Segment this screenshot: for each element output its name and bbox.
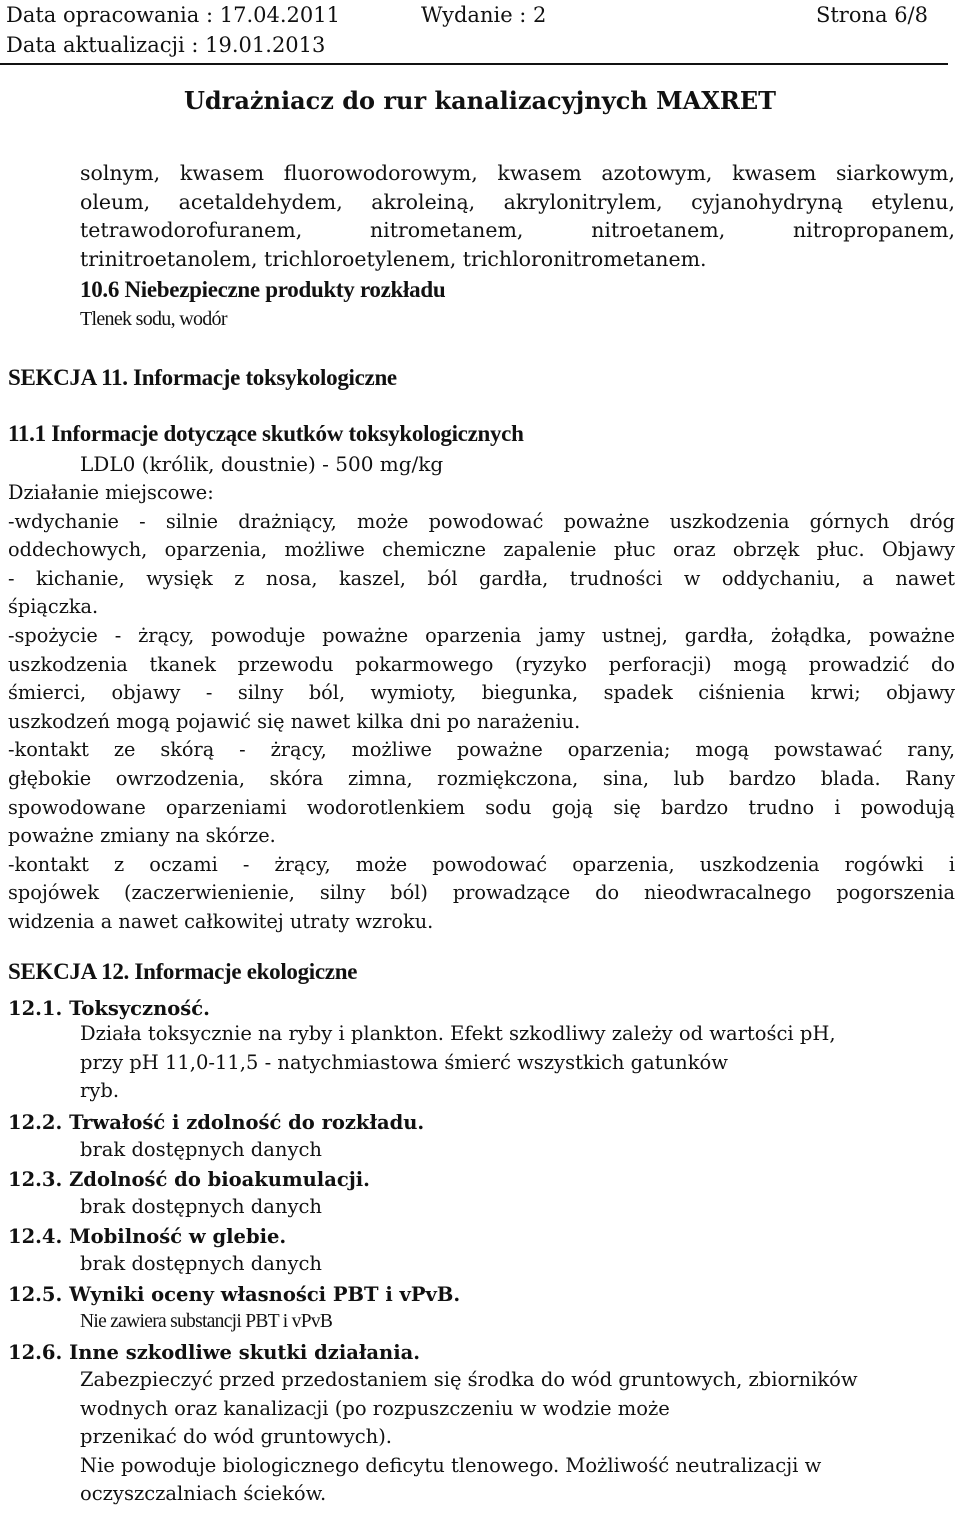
section-12-2-heading: 12.2. Trwałość i zdolność do rozkładu.: [8, 1111, 425, 1134]
document-title: Udrażniacz do rur kanalizacyjnych MAXRET: [183, 86, 777, 115]
paragraph-line: głębokie owrzodzenia, skóra zimna, rozmiękczona, sina, lub bardzo blada. Rany: [8, 766, 955, 790]
section-12-5-text: Nie zawiera substancji PBT i vPvB: [80, 1311, 333, 1332]
paragraph-line: uszkodzenia tkanek przewodu pokarmowego (ryzyko perforacji) mogą prowadzić do: [8, 652, 955, 676]
continuation-paragraph: [80, 159, 955, 273]
paragraph-line: widzenia a nawet całkowitej utraty wzroku.: [8, 909, 434, 933]
paragraph-line: przy pH 11,0-11,5 - natychmiastowa śmierć wszystkich gatunków: [80, 1050, 728, 1074]
paragraph-line: poważne zmiany na skórze.: [8, 824, 276, 848]
paragraph-line: trinitroetanolem, trichloroetylenem, trichloronitrometanem.: [80, 246, 707, 271]
section-11-heading: SEKCJA 11. Informacje toksykologiczne: [8, 365, 397, 390]
paragraph-line: śmierci, objawy - silny ból, wymioty, biegunka, spadek ciśnienia krwi; objawy: [8, 681, 955, 705]
paragraph-line: -spożycie - żrący, powoduje poważne oparzenia jamy ustnej, gardła, żołądka, poważne: [8, 623, 955, 647]
section-12-3-text: brak dostępnych danych: [80, 1195, 322, 1218]
paragraph-line: Zabezpieczyć przed przedostaniem się środka do wód gruntowych, zbiorników: [80, 1368, 858, 1391]
paragraph-line: Działa toksycznie na ryby i plankton. Efekt szkodliwy zależy od wartości pH,: [80, 1022, 836, 1045]
section-12-6-text: [80, 1366, 858, 1509]
paragraph-line: - kichanie, wysięk z nosa, kaszel, ból gardła, trudności w oddychaniu, a nawet: [8, 566, 955, 590]
ld-value: LDL0 (królik, doustnie) - 500 mg/kg: [80, 452, 444, 476]
section-12-1-heading: 12.1. Toksyczność.: [8, 997, 210, 1020]
paragraph-line: przenikać do wód gruntowych).: [80, 1425, 392, 1449]
section-12-5-heading: 12.5. Wyniki oceny własności PBT i vPvB.: [8, 1283, 461, 1306]
section-10-6-text: Tlenek sodu, wodór: [80, 308, 227, 330]
paragraph-line: -kontakt z oczami - żrący, może powodować oparzenia, uszkodzenia rogówki i: [8, 852, 955, 876]
paragraph-line: Nie powoduje biologicznego deficytu tlenowego. Możliwość neutralizacji w: [80, 1453, 822, 1477]
paragraph-line: -wdychanie - silnie drażniący, może powodować poważne uszkodzenia górnych dróg: [8, 509, 955, 533]
edition-number: Wydanie : 2: [421, 3, 547, 27]
section-12-heading: SEKCJA 12. Informacje ekologiczne: [8, 959, 358, 984]
paragraph-line: wodnych oraz kanalizacji (po rozpuszczeniu w wodzie może: [80, 1396, 670, 1420]
paragraph-line: uszkodzeń mogą pojawić się nawet kilka dni po narażeniu.: [8, 709, 581, 733]
paragraph-line: śpiączka.: [8, 595, 99, 619]
section-12-1-text: [80, 1020, 836, 1106]
section-12-4-heading: 12.4. Mobilność w glebie.: [8, 1225, 287, 1248]
paragraph-line: ryb.: [80, 1079, 120, 1103]
paragraph-line: spojówek (zaczerwienienie, silny ból) prowadzące do nieodwracalnego pogorszenia: [8, 881, 955, 905]
section-10-6-heading: 10.6 Niebezpieczne produkty rozkładu: [80, 277, 446, 302]
paragraph-line: tetrawodorofuranem, nitrometanem, nitroetanem, nitropropanem,: [80, 218, 955, 243]
section-11-1-heading: 11.1 Informacje dotyczące skutków toksykologicznych: [8, 421, 524, 446]
section-12-2-text: brak dostępnych danych: [80, 1138, 322, 1161]
paragraph-line: oczyszczalniach ścieków.: [80, 1482, 327, 1506]
paragraph-line: spowodowane oparzeniami wodorotlenkiem sodu goją się bardzo trudno i powodują: [8, 795, 955, 819]
section-12-4-text: brak dostępnych danych: [80, 1252, 322, 1275]
paragraph-line: oleum, acetaldehydem, akroleiną, akrylonitrylem, cyjanohydryną etylenu,: [80, 189, 955, 214]
paragraph-line: -kontakt ze skórą - żrący, możliwe poważne oparzenia; mogą powstawać rany,: [8, 738, 955, 762]
paragraph-line: Działanie miejscowe:: [8, 481, 214, 504]
date-updated: Data aktualizacji : 19.01.2013: [6, 33, 326, 57]
paragraph-line: oddechowych, oparzenia, możliwe chemiczne zapalenie płuc oraz obrzęk płuc. Objawy: [8, 538, 955, 562]
section-12-3-heading: 12.3. Zdolność do bioakumulacji.: [8, 1168, 370, 1191]
section-12-6-heading: 12.6. Inne szkodliwe skutki działania.: [8, 1341, 421, 1364]
date-prepared: Data opracowania : 17.04.2011: [6, 3, 340, 27]
page-number: Strona 6/8: [815, 3, 928, 27]
toxicology-paragraph: [8, 479, 955, 937]
header-divider: [0, 63, 948, 65]
paragraph-line: solnym, kwasem fluorowodorowym, kwasem azotowym, kwasem siarkowym,: [80, 161, 955, 185]
